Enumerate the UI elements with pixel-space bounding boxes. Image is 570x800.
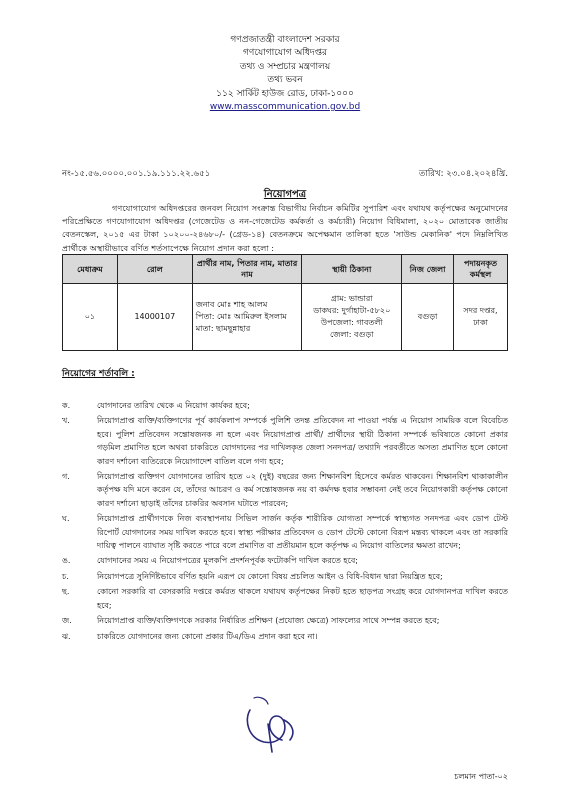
condition-marker: ক. bbox=[62, 401, 71, 410]
cell-merit: ০১ bbox=[63, 284, 118, 351]
address-upazila: উপজেলা: গাবতলী bbox=[320, 318, 383, 327]
memo-line bbox=[62, 167, 508, 181]
memo-number: নং-১৫.৫৬.০০০০.০০১.১৯.১১১.২২.৬৫১ bbox=[62, 169, 211, 179]
address-district: জেলা: বগুড়া bbox=[330, 330, 374, 339]
condition-text: কোনো সরকারি বা বেসরকারি দপ্তরে কর্মরত থাকলে যথাযথ কর্তৃপক্ষের নিকট হতে ছাড়পত্র সংগ্রহ করে যোগদানপত্র দাখিল করতে হবে; bbox=[97, 587, 508, 610]
cell-home-district: বগুড়া bbox=[402, 284, 454, 351]
mother-name: মাতা: ছামছুন্নাহার bbox=[195, 324, 251, 333]
cell-address bbox=[302, 284, 402, 351]
appointment-table bbox=[62, 254, 508, 351]
list-item bbox=[62, 470, 508, 510]
document-title: নিয়োগপত্র bbox=[263, 189, 307, 200]
condition-marker: চ. bbox=[62, 571, 69, 581]
list-item bbox=[62, 630, 508, 643]
signature bbox=[238, 690, 314, 758]
list-item bbox=[62, 585, 508, 612]
memo-date: তারিখ: ২৩.০৪.২০২৪খ্রি. bbox=[418, 169, 508, 179]
letterhead bbox=[0, 34, 570, 114]
condition-text: নিয়োগপ্রাপ্ত ব্যক্তি/ব্যক্তিগণের পূর্ব কার্যকলাপ সম্পর্কে পুলিশি তদন্ত প্রতিবেদন না পাওয়া পর্যন্ত এ নিয়োগ সাময়িক বলে বিবেচিত হবে। পুলিশ প্রতিবেদন সন্তোষজনক না হলে এবং নিয়োগপ্রাপ্ত প্রার্থী/ প্রার্থীদের স্থায়ী ঠিকানা সম্পর্কে ভবিষ্যতে কোনো প্রকার গড়মিল প্রমাণিত হলে অথবা চাকরিতে যোগদানের পর দাখিলকৃত জেলা সনদপত্র/ তথ্যাদি পরবর্তীতে অসত্য প্রমাণিত হলে কোনো কারণ দর্শানো ব্যতিরেকে নিয়োগাদেশ বাতিল বলে গণ্য হবে; bbox=[97, 416, 508, 466]
list-item bbox=[62, 414, 508, 468]
cell-workplace: সদর দপ্তর, ঢাকা bbox=[454, 284, 508, 351]
list-item bbox=[62, 614, 508, 627]
father-name: পিতা: মোঃ আমিরুল ইসলাম bbox=[195, 312, 287, 321]
condition-marker: জ. bbox=[62, 616, 72, 626]
table-header-row bbox=[63, 255, 508, 284]
conditions-title: নিয়োগের শর্তাবলি : bbox=[62, 369, 135, 379]
list-item bbox=[62, 512, 508, 552]
col-header-name: প্রার্থীর নাম, পিতার নাম, মাতার নাম bbox=[192, 255, 302, 284]
website-link[interactable]: www.masscommunication.gov.bd bbox=[209, 102, 361, 113]
list-item bbox=[62, 554, 508, 567]
conditions-list bbox=[62, 399, 508, 645]
header-line: গণপ্রজাতন্ত্রী বাংলাদেশ সরকার bbox=[230, 35, 340, 45]
col-header-district: নিজ জেলা bbox=[402, 255, 454, 284]
condition-text: যোগদানের সময় এ নিয়োগপত্রের মূলকপি প্রদর্শনপূর্বক ফটোকপি দাখিল করতে হবে; bbox=[97, 556, 358, 566]
list-item bbox=[62, 399, 508, 412]
condition-text: যোগদানের তারিখ থেকে এ নিয়োগ কার্যকর হবে; bbox=[97, 401, 250, 410]
header-line: গণযোগাযোগ অধিদপ্তর bbox=[243, 48, 327, 59]
condition-marker: ঘ. bbox=[62, 514, 70, 524]
condition-marker: ঙ. bbox=[62, 556, 71, 566]
header-line: তথ্য ও সম্প্রচার মন্ত্রণালয় bbox=[239, 61, 331, 72]
intro-paragraph: গণযোগাযোগ অধিদপ্তরের জনবল নিয়োগ সংক্রান্ত বিভাগীয় নির্বাচন কমিটির সুপারিশ এবং যথাযথ কর্তৃপক্ষের অনুমোদনের পরিপ্রেক্ষিতে গণযোগাযোগ অধিদপ্তর (গেজেটেড ও নন-গেজেটেড কর্মকর্তা ও কর্মচারী) নিয়োগ বিধিমালা, ২০২০ মোতাবেক জাতীয় বেতনস্কেল, ২০১৫ এর টাকা ১০২০০-২৪৬৮০/- (গ্রেড-১৪) বেতনক্রমে অপেক্ষমান তালিকা হতে 'সাউন্ড মেকানিক' পদে নিম্নলিখিত প্রার্থীকে অস্থায়ীভাবে বর্ণিত শর্তসাপেক্ষে নিয়োগ প্রদান করা হলো : bbox=[62, 203, 508, 253]
condition-text: নিয়োগপ্রাপ্ত ব্যক্তি/ব্যক্তিগণকে সরকার নির্ধারিত প্রশিক্ষণ (প্রযোজ্য ক্ষেত্রে) সাফল্যের সাথে সম্পন্ন করতে হবে; bbox=[97, 616, 440, 626]
cell-roll: 14000107 bbox=[117, 284, 192, 351]
condition-marker: ছ. bbox=[62, 587, 70, 597]
condition-text: নিয়োগপ্রাপ্ত ব্যক্তিগণ যোগদানের তারিখ হতে ০২ (দুই) বছরের জন্য শিক্ষানবিশ হিসেবে কর্মরত থাকবেন। শিক্ষানবিশ থাকাকালীন কর্তৃপক্ষ যদি মনে করেন যে, তাঁদের আচরণ ও কর্ম সন্তোষজনক নয় বা কর্মদক্ষ হবার সম্ভাবনা নেই তবে নিয়োগকারী কর্তৃপক্ষ কোনো কারণ দর্শানো ছাড়াই তাঁদের চাকরির অবসান ঘটাতে পারবেন; bbox=[97, 472, 508, 508]
cell-name bbox=[192, 284, 302, 351]
condition-text: চাকরিতে যোগদানের জন্য কোনো প্রকার টিএ/ডিএ প্রদান করা হবে না। bbox=[97, 631, 318, 641]
table-row bbox=[63, 284, 508, 351]
header-line: তথ্য ভবন bbox=[267, 75, 303, 86]
col-header-workplace: পদায়নকৃত কর্মস্থল bbox=[454, 255, 508, 284]
condition-marker: ঝ. bbox=[62, 631, 71, 641]
header-line: ১১২ সার্কিট হাউজ রোড, ঢাকা-১০০০ bbox=[216, 88, 354, 99]
condition-marker: গ. bbox=[62, 472, 70, 482]
address-post: ডাকঘর: দুর্গাহাটা-৫৮২০ bbox=[313, 306, 391, 315]
condition-text: নিয়োগপ্রাপ্ত প্রার্থীগণকে নিজ ব্যবস্থাপনায় সিভিল সার্জন কর্তৃক শারীরিক যোগ্যতা সম্পর্কে স্বাস্থ্যগত সনদপত্র এবং ডোপ টেস্ট রিপোর্ট যোগদানের সময় দাখিল করতে হবে। স্বাস্থ্য পরীক্ষার প্রতিবেদন ও ডোপ টেস্টে কোনো বিরূপ মন্তব্য থাকলে এবং তা সরকারি দায়িত্ব পালনে ব্যাঘাত সৃষ্টি করতে পারে বলে প্রমাণিত বা প্রতীয়মান হলে কর্তৃপক্ষ এ নিয়োগ বাতিলের ক্ষমতা রাখেন; bbox=[97, 514, 508, 551]
condition-text: নিয়োগপত্রে সুনির্দিষ্টভাবে বর্ণিত হয়নি এরূপ যে কোনো বিষয় প্রচলিত আইন ও বিধি-বিধান দ্বারা নিয়ন্ত্রিত হবে; bbox=[97, 571, 443, 581]
condition-marker: খ. bbox=[62, 416, 70, 426]
address-village: গ্রাম: ভান্ডারা bbox=[330, 294, 373, 303]
col-header-address: স্থায়ী ঠিকানা bbox=[302, 255, 402, 284]
candidate-name: জনাব মোঃ শাহ আলম bbox=[195, 300, 268, 309]
col-header-roll: রোল bbox=[117, 255, 192, 284]
list-item bbox=[62, 570, 508, 583]
continuation-note: চলমান পাতা-০২ bbox=[454, 772, 508, 781]
col-header-merit: মেধাক্রম bbox=[63, 255, 118, 284]
